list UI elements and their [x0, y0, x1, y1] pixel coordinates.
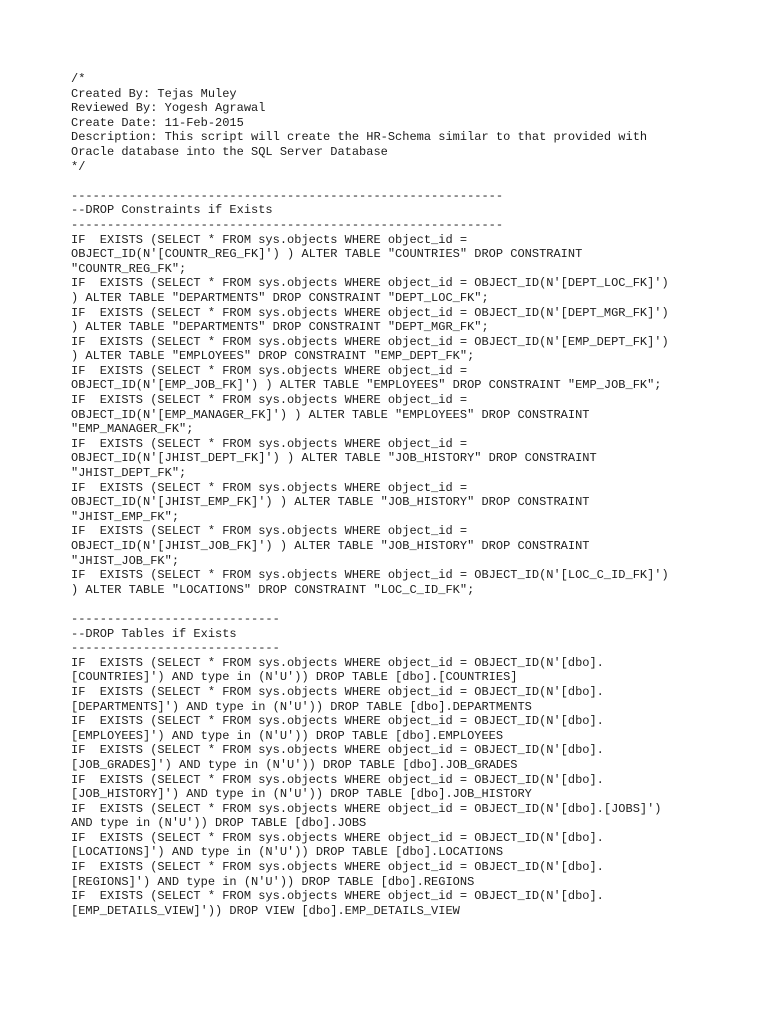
code-line: ) ALTER TABLE "LOCATIONS" DROP CONSTRAINT "LOC_C_ID_FK"; [71, 582, 475, 597]
section-rule: ----------------------------- [71, 641, 280, 656]
code-line: [REGIONS]') AND type in (N'U')) DROP TABLE [dbo].REGIONS [71, 874, 475, 889]
section-title: --DROP Tables if Exists [71, 626, 237, 641]
description-line: Oracle database into the SQL Server Database [71, 144, 388, 159]
code-line: IF EXISTS (SELECT * FROM sys.objects WHERE object_id = OBJECT_ID(N'[dbo]. [71, 743, 604, 758]
drop-constraints-section [71, 189, 751, 598]
code-line: IF EXISTS (SELECT * FROM sys.objects WHERE object_id = OBJECT_ID(N'[EMP_DEPT_FK]') [71, 334, 669, 349]
code-line: ) ALTER TABLE "DEPARTMENTS" DROP CONSTRAINT "DEPT_MGR_FK"; [71, 320, 489, 335]
code-line: OBJECT_ID(N'[COUNTR_REG_FK]') ) ALTER TABLE "COUNTRIES" DROP CONSTRAINT [71, 247, 583, 262]
code-line: OBJECT_ID(N'[EMP_MANAGER_FK]') ) ALTER TABLE "EMPLOYEES" DROP CONSTRAINT [71, 407, 590, 422]
section-title: --DROP Constraints if Exists [71, 203, 273, 218]
code-line: AND type in (N'U')) DROP TABLE [dbo].JOBS [71, 816, 367, 831]
section-rule: ----------------------------- [71, 611, 280, 626]
code-line: IF EXISTS (SELECT * FROM sys.objects WHERE object_id = OBJECT_ID(N'[dbo]. [71, 655, 604, 670]
blank-line [71, 597, 751, 612]
code-line: IF EXISTS (SELECT * FROM sys.objects WHERE object_id = OBJECT_ID(N'[dbo]. [71, 714, 604, 729]
code-line: "JHIST_EMP_FK"; [71, 509, 180, 524]
code-line: IF EXISTS (SELECT * FROM sys.objects WHERE object_id = OBJECT_ID(N'[dbo]. [71, 772, 604, 787]
code-line: [JOB_GRADES]') AND type in (N'U')) DROP TABLE [dbo].JOB_GRADES [71, 757, 518, 772]
code-line: IF EXISTS (SELECT * FROM sys.objects WHERE object_id = OBJECT_ID(N'[dbo]. [71, 860, 604, 875]
code-line: [JOB_HISTORY]') AND type in (N'U')) DROP TABLE [dbo].JOB_HISTORY [71, 787, 532, 802]
code-line: ) ALTER TABLE "DEPARTMENTS" DROP CONSTRAINT "DEPT_LOC_FK"; [71, 290, 489, 305]
comment-close: */ [71, 159, 86, 174]
code-line: "EMP_MANAGER_FK"; [71, 422, 194, 437]
code-line: IF EXISTS (SELECT * FROM sys.objects WHERE object_id = [71, 393, 468, 408]
code-line: [EMP_DETAILS_VIEW]')) DROP VIEW [dbo].EMP_DETAILS_VIEW [71, 903, 460, 918]
reviewed-by: Reviewed By: Yogesh Agrawal [71, 101, 266, 116]
header-comment [71, 72, 751, 174]
code-line: IF EXISTS (SELECT * FROM sys.objects WHERE object_id = [71, 480, 468, 495]
code-line: OBJECT_ID(N'[JHIST_JOB_FK]') ) ALTER TABLE "JOB_HISTORY" DROP CONSTRAINT [71, 539, 590, 553]
description-line: Description: This script will create the HR-Schema similar to that provided with [71, 130, 648, 145]
drop-tables-section [71, 612, 751, 918]
code-line: IF EXISTS (SELECT * FROM sys.objects WHERE object_id = OBJECT_ID(N'[dbo].[JOBS]') [71, 801, 662, 816]
code-line: ) ALTER TABLE "EMPLOYEES" DROP CONSTRAINT "EMP_DEPT_FK"; [71, 349, 475, 364]
code-lines [71, 233, 751, 598]
code-line: IF EXISTS (SELECT * FROM sys.objects WHERE object_id = OBJECT_ID(N'[LOC_C_ID_FK]') [71, 568, 669, 583]
code-line: IF EXISTS (SELECT * FROM sys.objects WHERE object_id = [71, 524, 468, 539]
code-line: IF EXISTS (SELECT * FROM sys.objects WHERE object_id = OBJECT_ID(N'[DEPT_LOC_FK]') [71, 276, 669, 291]
sql-script-document [71, 72, 751, 918]
code-line: "JHIST_JOB_FK"; [71, 553, 180, 568]
code-line: IF EXISTS (SELECT * FROM sys.objects WHERE object_id = OBJECT_ID(N'[dbo]. [71, 684, 604, 699]
create-date: Create Date: 11-Feb-2015 [71, 115, 244, 130]
code-line: [LOCATIONS]') AND type in (N'U')) DROP TABLE [dbo].LOCATIONS [71, 845, 504, 860]
blank-line [71, 174, 751, 189]
code-line: IF EXISTS (SELECT * FROM sys.objects WHERE object_id = OBJECT_ID(N'[dbo]. [71, 889, 604, 904]
code-lines [71, 656, 751, 919]
section-rule: ------------------------------------------------------------ [71, 217, 504, 232]
code-line: OBJECT_ID(N'[JHIST_EMP_FK]') ) ALTER TABLE "JOB_HISTORY" DROP CONSTRAINT [71, 495, 590, 510]
code-line: IF EXISTS (SELECT * FROM sys.objects WHERE object_id = [71, 436, 468, 451]
code-line: OBJECT_ID(N'[EMP_JOB_FK]') ) ALTER TABLE "EMPLOYEES" DROP CONSTRAINT "EMP_JOB_FK"; [71, 378, 662, 393]
comment-open: /* [71, 72, 86, 86]
created-by: Created By: Tejas Muley [71, 86, 237, 101]
code-line: [COUNTRIES]') AND type in (N'U')) DROP TABLE [dbo].[COUNTRIES] [71, 670, 518, 685]
code-line: [EMPLOYEES]') AND type in (N'U')) DROP TABLE [dbo].EMPLOYEES [71, 728, 504, 743]
code-line: IF EXISTS (SELECT * FROM sys.objects WHERE object_id = [71, 363, 468, 378]
code-line: [DEPARTMENTS]') AND type in (N'U')) DROP TABLE [dbo].DEPARTMENTS [71, 699, 532, 714]
code-line: "COUNTR_REG_FK"; [71, 261, 187, 276]
code-line: IF EXISTS (SELECT * FROM sys.objects WHERE object_id = OBJECT_ID(N'[DEPT_MGR_FK]') [71, 305, 669, 320]
code-line: IF EXISTS (SELECT * FROM sys.objects WHERE object_id = [71, 232, 468, 247]
code-line: OBJECT_ID(N'[JHIST_DEPT_FK]') ) ALTER TABLE "JOB_HISTORY" DROP CONSTRAINT [71, 451, 597, 466]
section-rule: ------------------------------------------------------------ [71, 188, 504, 203]
code-line: "JHIST_DEPT_FK"; [71, 466, 187, 481]
code-line: IF EXISTS (SELECT * FROM sys.objects WHERE object_id = OBJECT_ID(N'[dbo]. [71, 830, 604, 845]
